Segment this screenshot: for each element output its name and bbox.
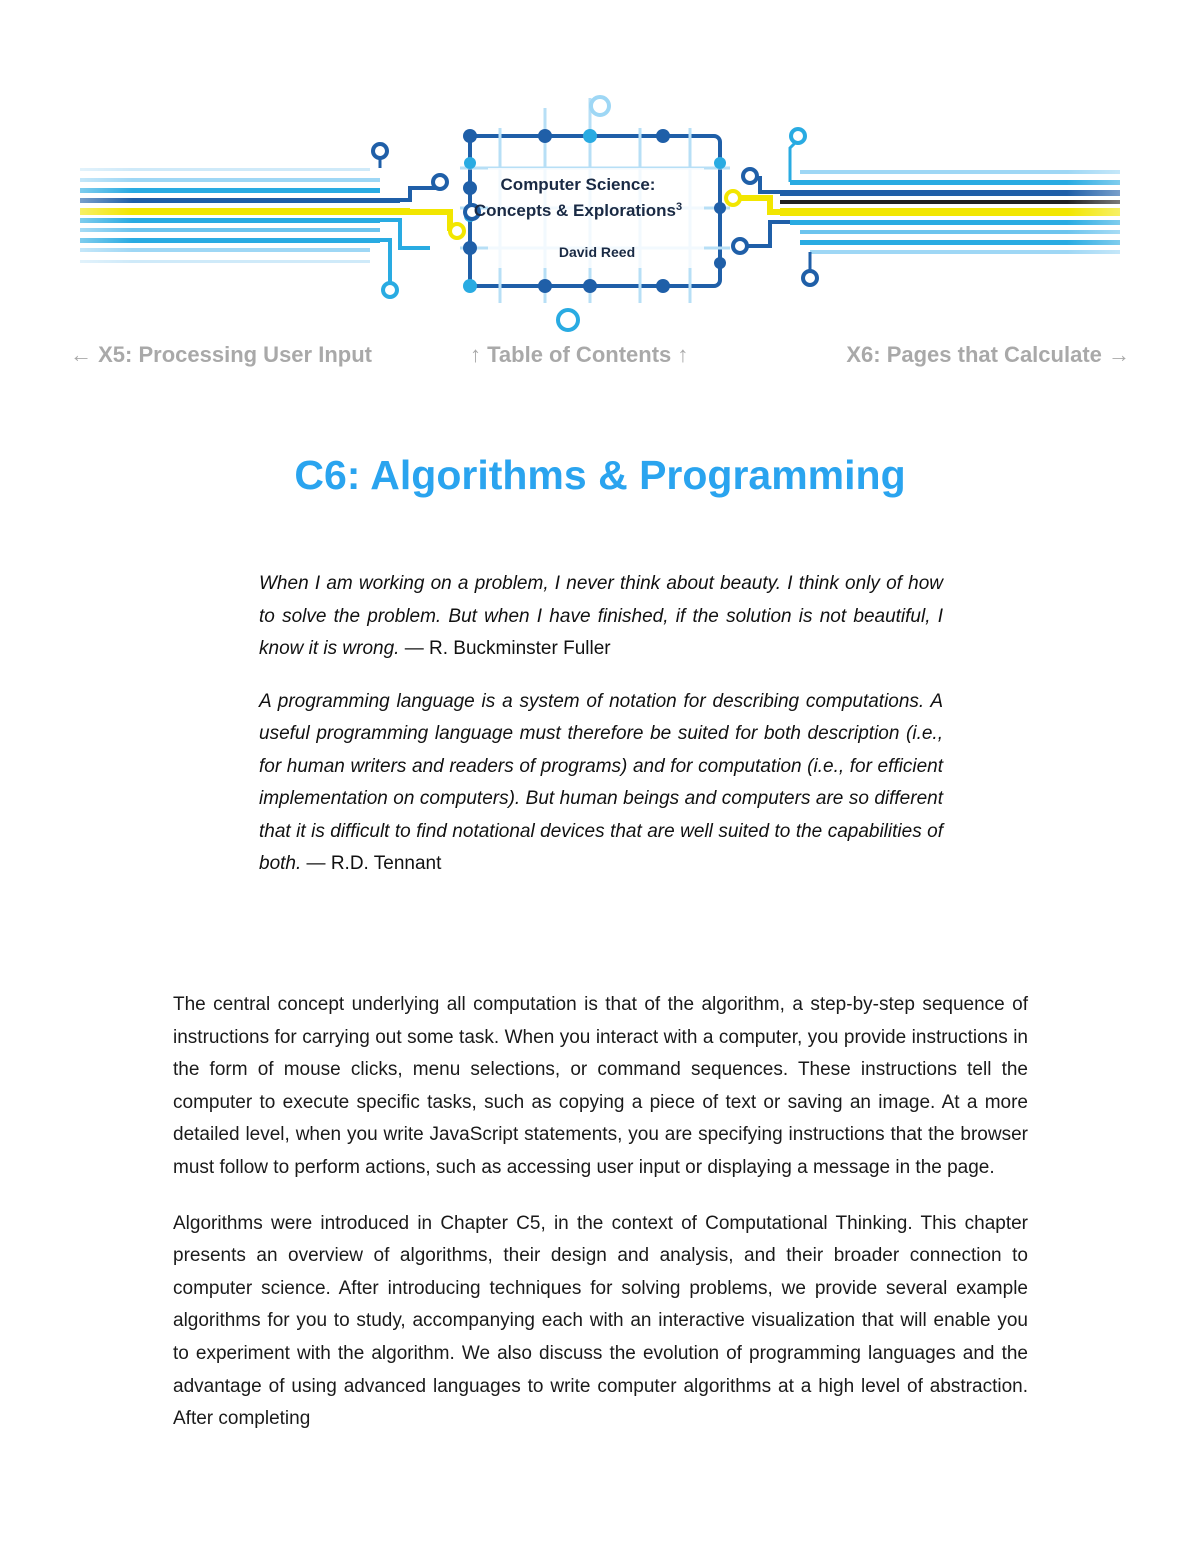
book-banner bbox=[0, 88, 1200, 338]
left-circuit-lines bbox=[0, 148, 460, 288]
chapter-title: C6: Algorithms & Programming bbox=[294, 452, 906, 498]
book-title-line2: Concepts & Explorations bbox=[473, 201, 677, 220]
circuit-logo bbox=[0, 88, 1200, 338]
epigraph-quote bbox=[259, 686, 943, 881]
quote-attribution: — R.D. Tennant bbox=[301, 853, 442, 874]
book-title-line1: Computer Science: bbox=[500, 175, 656, 194]
chapter-body bbox=[173, 989, 1028, 1459]
chapter-navigation bbox=[70, 342, 1130, 376]
table-of-contents-link[interactable]: ↑ Table of Contents ↑ bbox=[470, 342, 689, 367]
quote-text: A programming language is a system of notation for describing computations. A useful programming language must therefore be suited for both description (i.e., for human writers and readers of programs) and for computation (i.e., for efficient implementation on computers). But human beings and computers are so different that it is difficult to find notational devices that are well suited to the capabilities of both. bbox=[259, 690, 943, 874]
quote-attribution: — R. Buckminster Fuller bbox=[399, 638, 611, 659]
book-author: David Reed bbox=[558, 244, 636, 260]
body-paragraph: Algorithms were introduced in Chapter C5, in the context of Computational Thinking. This chapter presents an overview of algorithms, their design and analysis, and their broader connection to computer science. After introducing techniques for solving problems, we provide several example algorithms for you to study, accompanying each with an interactive visualization that will enable you to experiment with the algorithm. We also discuss the evolution of programming languages and the advantage of using advanced languages to write computer algorithms at a high level of abstraction. After completing bbox=[173, 1212, 1028, 1430]
next-chapter-link[interactable]: X6: Pages that Calculate → bbox=[846, 342, 1130, 367]
svg-text:Concepts & Explorations3 bbox=[474, 201, 682, 220]
body-paragraph: The central concept underlying all computation is that of the algorithm, a step-by-step sequence of instructions for carrying out some task. When you interact with a computer, you provide instructions in the form of mouse clicks, menu selections, or command sequences. These instructions tell the computer to execute specific tasks, such as copying a piece of text or saving an image. At a more detailed level, when you write JavaScript statements, you are specifying instructions that the browser must follow to perform actions, such as accessing user input or displaying a message in the page. bbox=[173, 994, 1028, 1178]
epigraph-quote bbox=[259, 568, 943, 666]
prev-chapter-link[interactable]: ← X5: Processing User Input bbox=[70, 342, 372, 367]
right-circuit-lines bbox=[735, 138, 1200, 276]
epigraphs bbox=[259, 568, 943, 901]
book-title-superscript: 3 bbox=[676, 201, 683, 213]
quote-text: When I am working on a problem, I never think about beauty. I think only of how to solve the problem. But when I have finished, if the solution is not beautiful, I know it is wrong. bbox=[259, 573, 943, 659]
